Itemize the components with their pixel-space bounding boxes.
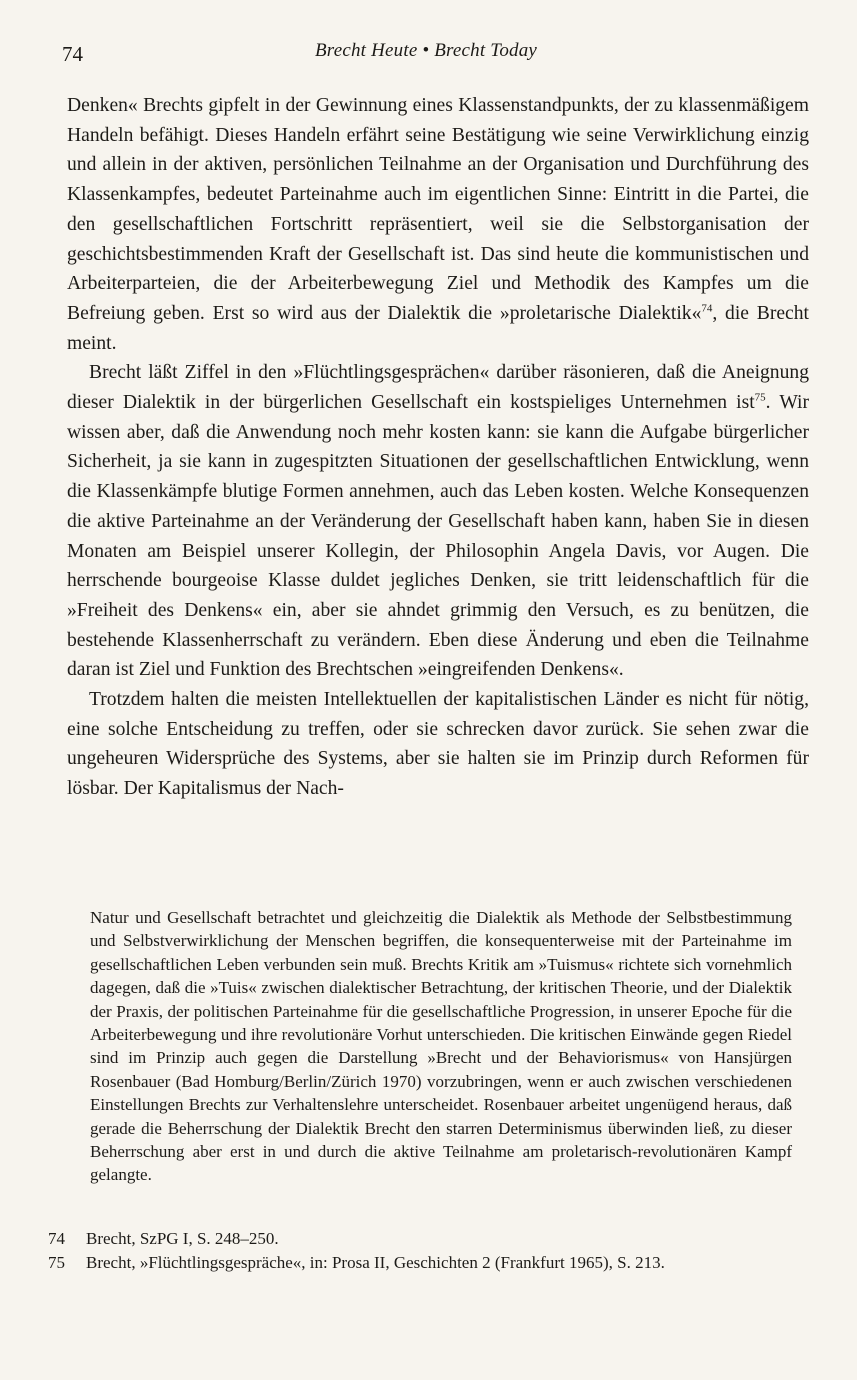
paragraph-2-text-b: . Wir wissen aber, daß die Anwendung noch mehr kosten kann: sie kann die Aufgabe bürgerlicher Sicherheit, ja sie kann in zugespitzten Situationen der gesellschaftlichen Entwicklung, wenn die Klassenkämpfe blutige Formen annehmen, auch das Leben kosten. Welche Konsequenzen die aktive Parteinahme an der Veränderung der Gesellschaft haben kann, haben Sie in diesen Monaten am Beispiel unserer Kollegin, der Philosophin Angela Davis, vor Augen. Die herrschende bourgeoise Klasse duldet jegliches Denken, sie tritt leidenschaftlich für die »Freiheit des Denkens« ein, aber sie ahndet grimmig den Versuch, es zu benützen, die bestehende Klassenherrschaft zu verändern. Eben diese Änderung und eben die Teilnahme daran ist Ziel und Funktion des Brechtschen »eingreifenden Denkens«. — [67, 392, 809, 681]
paragraph-2-text-a: Brecht läßt Ziffel in den »Flüchtlingsgesprächen« darüber räsonieren, daß die Aneignung dieser Dialektik in der bürgerlichen Gesellschaft ein kostspieliges Unternehmen ist — [67, 362, 809, 414]
running-head: Brecht Heute • Brecht Today — [315, 40, 538, 61]
footnote-ref-74: 74 — [701, 302, 713, 315]
paragraph-2 — [67, 358, 809, 685]
footnote-number: 74 — [48, 1229, 65, 1248]
paragraph-3: Trotzdem halten die meisten Intellektuellen der kapitalistischen Länder es nicht für nötig, eine solche Entscheidung zu treffen, oder sie schrecken davor zurück. Sie sehen zwar die ungeheuren Widersprüche des Systems, aber sie halten sie im Prinzip durch Reformen für lösbar. Der Kapitalismus der Nach- — [67, 689, 809, 800]
footnotes — [48, 1227, 808, 1275]
footnote-number: 75 — [48, 1253, 65, 1272]
footnote-75 — [48, 1251, 808, 1275]
main-text — [67, 91, 809, 804]
paragraph-1 — [67, 91, 809, 358]
paragraph-1-text: Denken« Brechts gipfelt in der Gewinnung eines Klassenstandpunkts, der zu klassenmäßigem Handeln befähigt. Dieses Handeln erfährt seine Bestätigung wie seine Verwirklichung einzig und allein in der aktiven, persönlichen Teilnahme an der Organisation und Durchführung des Klassenkampfes, bedeutet Parteinahme auch im eigentlichen Sinne: Eintritt in die Partei, die den gesellschaftlichen Fortschritt repräsentiert, weil sie die Selbstorganisation der geschichtsbestimmenden Kraft der Gesellschaft ist. Das sind heute die kommunistischen und Arbeiterparteien, die der Arbeiterbewegung Ziel und Methodik des Kampfes um die Befreiung geben. Erst so wird aus der Dialektik die »proletarische Dialektik« — [67, 95, 809, 324]
note-continuation-text: Natur und Gesellschaft betrachtet und gleichzeitig die Dialektik als Methode der Selbstbestimmung und Selbstverwirklichung der Menschen begriffen, die konsequenterweise mit der Parteinahme im gesellschaftlichen Leben verbunden sein muß. Brechts Kritik am »Tuismus« richtete sich vornehmlich dagegen, daß die »Tuis« zwischen dialektischer Betrachtung, der kritischen Theorie, und der Dialektik der Praxis, der politischen Parteinahme für die gesellschaftliche Progression, in unserer Epoche für die Arbeiterbewegung und ihre revolutionäre Vorhut unterschieden. Die kritischen Einwände gegen Riedel sind im Prinzip auch gegen die Darstellung »Brecht und der Behaviorismus« von Hansjürgen Rosenbauer (Bad Homburg/Berlin/Zürich 1970) vorzubringen, wenn er auch zwischen verschiedenen Einstellungen Brechts zur Verhaltenslehre unterscheidet. Rosenbauer arbeitet ungenügend heraus, daß gerade die Beherrschung der Dialektik Brecht den starren Determinismus überwinden ließ, zu dieser Beherrschung aber erst in und durch die aktive Teilnahme am proletarisch-revolutionären Kampf gelangte. — [90, 908, 792, 1185]
footnote-text: Brecht, SzPG I, S. 248–250. — [86, 1229, 279, 1248]
footnote-text: Brecht, »Flüchtlingsgespräche«, in: Prosa II, Geschichten 2 (Frankfurt 1965), S. 213. — [86, 1253, 665, 1272]
page-header — [62, 38, 792, 70]
footnote-continuation — [90, 906, 792, 1187]
footnote-ref-75: 75 — [754, 391, 766, 404]
page-number: 74 — [62, 42, 83, 66]
paragraph-1-end: , die Brecht meint. — [67, 302, 809, 354]
footnote-74 — [48, 1227, 808, 1251]
